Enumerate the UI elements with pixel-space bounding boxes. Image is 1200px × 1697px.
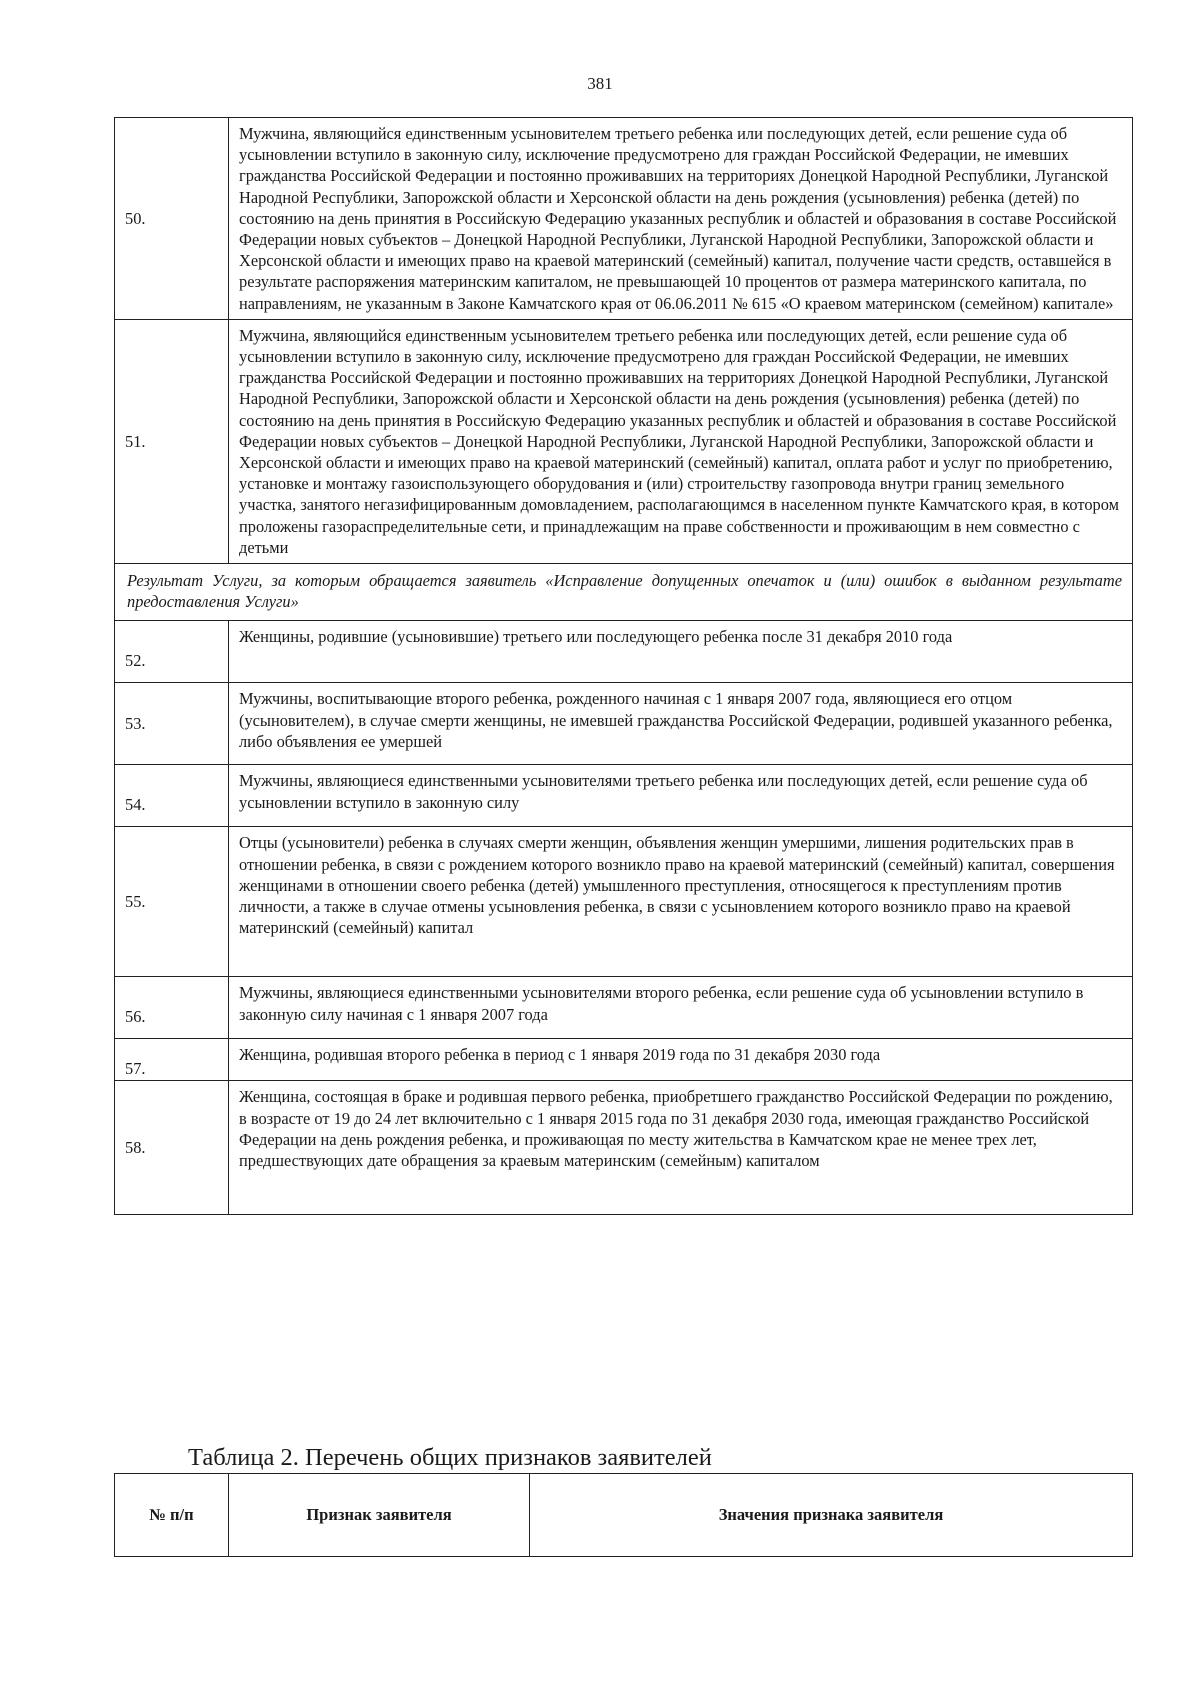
row-number: 54. xyxy=(115,765,229,827)
column-header-values: Значения признака заявителя xyxy=(530,1474,1133,1557)
row-number: 58. xyxy=(115,1081,229,1215)
applicant-variants-table xyxy=(114,117,1133,1215)
table-row xyxy=(115,827,1133,977)
table-row xyxy=(115,683,1133,765)
table-row xyxy=(115,765,1133,827)
row-number: 50. xyxy=(115,118,229,320)
table-row xyxy=(115,1081,1133,1215)
general-features-table xyxy=(114,1473,1133,1557)
table2-title: Таблица 2. Перечень общих признаков заявителей xyxy=(188,1444,712,1471)
row-description: Мужчина, являющийся единственным усыновителем третьего ребенка или последующих детей, если решение суда об усыновлении вступило в законную силу, исключение предусмотрено для граждан Российской Федерации, не имевших гражданства Российской Федерации и постоянно проживавших на территориях Донецкой Народной Республики, Луганской Народной Республики, Запорожской области и Херсонской области на день рождения (усыновления) ребенка (детей) по состоянию на день принятия в Российскую Федерацию указанных республик и областей и образования в составе Российской Федерации новых субъектов – Донецкой Народной Республики, Луганской Народной Республики, Запорожской области и Херсонской области и имеющих право на краевой материнский (семейный) капитал, оплата работ и услуг по приобретению, установке и монтажу газоиспользующего оборудования и (или) строительству газопровода внутри границ земельного участка, занятого негазифицированным домовладением, располагающимся в населенном пункте Камчатского края, в котором проложены газораспределительные сети, и принадлежащим на праве собственности и проживающим в нем совместно с детьми xyxy=(229,319,1133,563)
row-description: Мужчины, воспитывающие второго ребенка, рожденного начиная с 1 января 2007 года, являющиеся его отцом (усыновителем), в случае смерти женщины, не имевшей гражданства Российской Федерации, родившей указанного ребенка, либо объявления ее умершей xyxy=(229,683,1133,765)
table-row xyxy=(115,319,1133,563)
section-row xyxy=(115,564,1133,621)
row-description: Женщина, родившая второго ребенка в период с 1 января 2019 года по 31 декабря 2030 года xyxy=(229,1039,1133,1081)
row-number: 53. xyxy=(115,683,229,765)
row-number: 51. xyxy=(115,319,229,563)
table-row xyxy=(115,977,1133,1039)
row-number: 57. xyxy=(115,1039,229,1081)
row-description: Отцы (усыновители) ребенка в случаях смерти женщин, объявления женщин умершими, лишения родительских прав в отношении ребенка, в связи с рождением которого возникло право на краевой материнский (семейный) капитал, совершения женщинами в отношении своего ребенка (детей) умышленного преступления, относящегося к преступлениям против личности, а также в случае отмены усыновления ребенка, в связи с усыновлением которого возникло право на краевой материнский (семейный) капитал xyxy=(229,827,1133,977)
page-number: 381 xyxy=(587,74,613,93)
section-heading: Результат Услуги, за которым обращается заявитель «Исправление допущенных опечаток и (или) ошибок в выданном результате предоставления Услуги» xyxy=(115,564,1133,621)
table-row xyxy=(115,1039,1133,1081)
row-number: 55. xyxy=(115,827,229,977)
table-row xyxy=(115,118,1133,320)
row-number: 52. xyxy=(115,621,229,683)
row-description: Женщины, родившие (усыновившие) третьего или последующего ребенка после 31 декабря 2010 года xyxy=(229,621,1133,683)
row-description: Мужчина, являющийся единственным усыновителем третьего ребенка или последующих детей, если решение суда об усыновлении вступило в законную силу, исключение предусмотрено для граждан Российской Федерации, не имевших гражданства Российской Федерации и постоянно проживавших на территориях Донецкой Народной Республики, Луганской Народной Республики, Запорожской области и Херсонской области на день рождения (усыновления) ребенка (детей) по состоянию на день принятия в Российскую Федерацию указанных республик и областей и образования в составе Российской Федерации новых субъектов – Донецкой Народной Республики, Луганской Народной Республики, Запорожской области и Херсонской области и имеющих право на краевой материнский (семейный) капитал, получение части средств, оставшейся в результате распоряжения материнским капиталом, не превышающей 10 процентов от размера материнского капитала, по направлениям, не указанным в Законе Камчатского края от 06.06.2011 № 615 «О краевом материнском (семейном) капитале» xyxy=(229,118,1133,320)
table-header-row xyxy=(115,1474,1133,1557)
table-row xyxy=(115,621,1133,683)
column-header-number: № п/п xyxy=(115,1474,229,1557)
column-header-feature: Признак заявителя xyxy=(229,1474,530,1557)
row-description: Мужчины, являющиеся единственными усыновителями второго ребенка, если решение суда об усыновлении вступило в законную силу начиная с 1 января 2007 года xyxy=(229,977,1133,1039)
row-number: 56. xyxy=(115,977,229,1039)
row-description: Мужчины, являющиеся единственными усыновителями третьего ребенка или последующих детей, если решение суда об усыновлении вступило в законную силу xyxy=(229,765,1133,827)
row-description: Женщина, состоящая в браке и родившая первого ребенка, приобретшего гражданство Российской Федерации по рождению, в возрасте от 19 до 24 лет включительно с 1 января 2015 года по 31 декабря 2030 года, имеющая гражданство Российской Федерации на день рождения ребенка, и проживающая по месту жительства в Камчатском крае не менее трех лет, предшествующих дате обращения за краевым материнским (семейным) капиталом xyxy=(229,1081,1133,1215)
